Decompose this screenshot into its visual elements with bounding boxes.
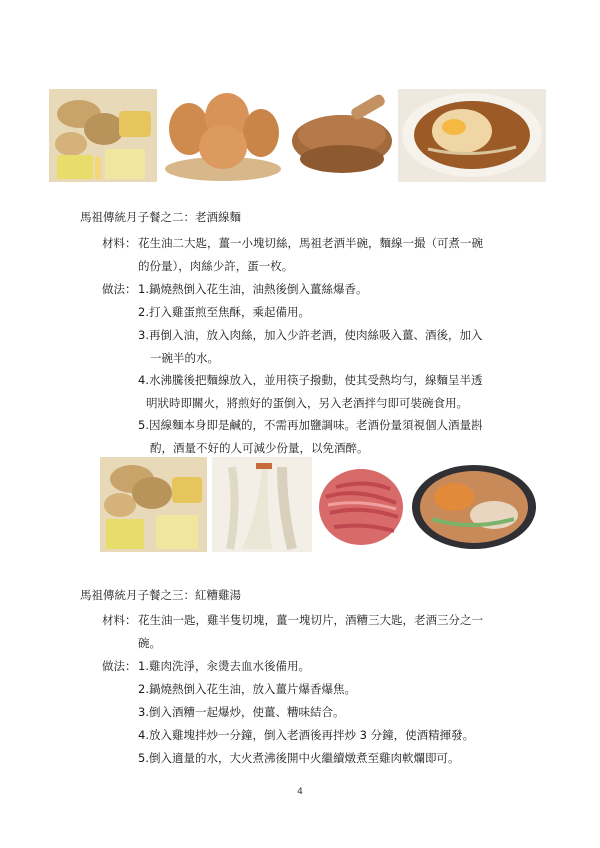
section3-title: 馬祖傳統月子餐之三：紅糟雞湯 <box>80 588 241 602</box>
section3-step-5: 5.倒入適量的水，大火煮沸後開中火繼續燉煮至雞肉軟爛即可。 <box>138 751 460 765</box>
section2-method-label: 做法： <box>102 282 137 296</box>
section3-step-1: 1.雞肉洗淨，汆燙去血水後備用。 <box>138 659 310 673</box>
ginger-photo-top <box>49 89 157 182</box>
section3-step-3: 3.倒入酒糟一起爆炒，使薑、糟味結合。 <box>138 705 345 719</box>
section2-step-1: 1.鍋燒熱倒入花生油，油熱後倒入薑絲爆香。 <box>138 282 368 296</box>
section2-materials-line1: 花生油二大匙，薑一小塊切絲，馬祖老酒半碗，麵線一撮（可煮一碗 <box>138 236 483 250</box>
section3-materials-line2: 碗。 <box>138 636 161 650</box>
section2-title: 馬祖傳統月子餐之二：老酒線麵 <box>80 210 241 224</box>
section2-materials-line2: 的份量），肉絲少許，蛋一枚。 <box>138 259 294 273</box>
eggs-photo <box>161 89 286 182</box>
page-number: 4 <box>297 787 303 797</box>
ginger-photo-middle <box>100 457 207 552</box>
noodle-soup-photo <box>398 89 546 182</box>
noodle-bundle-photo <box>212 457 312 552</box>
section2-step-3: 3.再倒入油，放入肉絲，加入少許老酒，使肉絲吸入薑、酒後，加入 <box>138 328 483 342</box>
section3-materials-label: 材料： <box>102 613 137 627</box>
section3-step-2: 2.鍋燒熱倒入花生油，放入薑片爆香爆焦。 <box>138 682 356 696</box>
section2-step-4: 4.水沸騰後把麵線放入，並用筷子撥動，使其受熱均勻，線麵呈半透 <box>138 373 483 387</box>
finished-noodle-dish-photo <box>410 457 538 552</box>
section3-materials-line1: 花生油一匙，雞半隻切塊，薑一塊切片，酒糟三大匙，老酒三分之一 <box>138 613 483 627</box>
sugar-bowl-photo <box>290 89 395 182</box>
section2-step-5: 5.因線麵本身即是鹹的，不需再加鹽調味。老酒份量須視個人酒量斟 <box>138 418 483 432</box>
section2-step-5-cont: 酌，酒量不好的人可減少份量，以免酒醉。 <box>150 441 369 455</box>
section3-step-4: 4.放入雞塊拌炒一分鐘，倒入老酒後再拌炒 3 分鐘，使酒精揮發。 <box>138 728 475 742</box>
section2-materials-label: 材料： <box>102 236 137 250</box>
section2-step-2: 2.打入雞蛋煎至焦酥，乘起備用。 <box>138 305 310 319</box>
section3-method-label: 做法： <box>102 659 137 673</box>
shredded-pork-photo <box>316 457 407 552</box>
section2-step-4-cont: 明狀時即關火，將煎好的蛋倒入，另入老酒拌勻即可裝碗食用。 <box>146 396 468 410</box>
section2-step-3-cont: 一碗半的水。 <box>150 351 219 365</box>
